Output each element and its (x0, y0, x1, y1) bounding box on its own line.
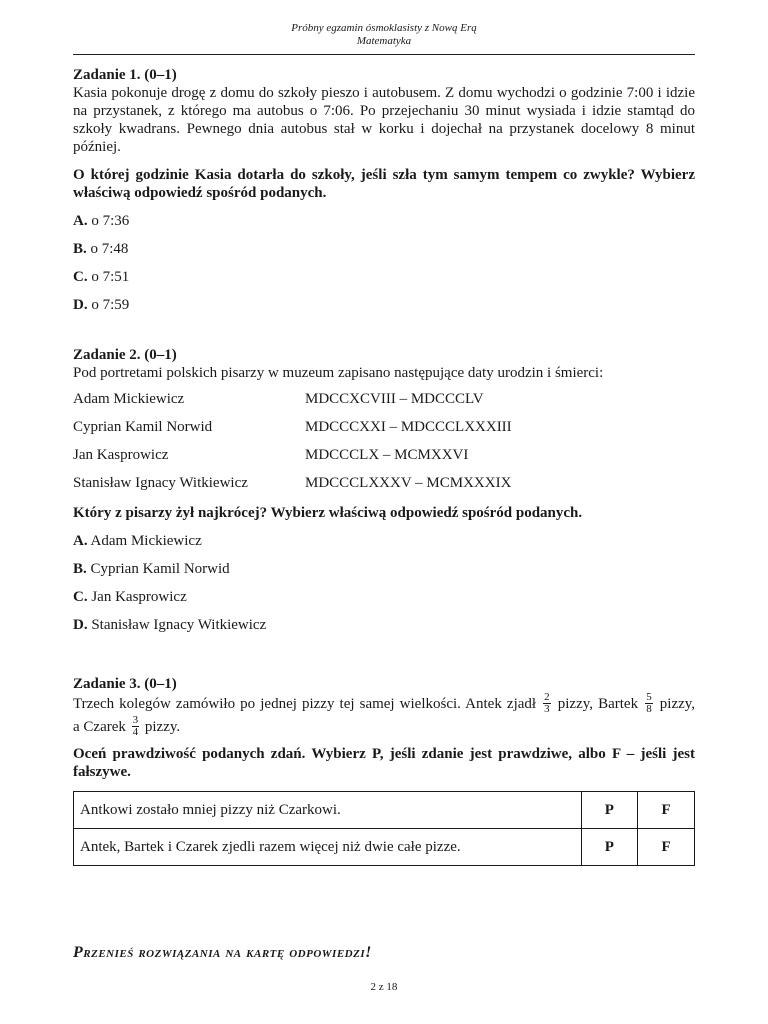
answer-text: o 7:59 (91, 297, 130, 313)
answer-text: o 7:36 (91, 213, 130, 229)
task-2-answers (73, 532, 695, 644)
fraction-three-quarters (132, 715, 140, 738)
body-text: a Czarek (73, 718, 126, 735)
writer-name: Cyprian Kamil Norwid (73, 419, 213, 435)
answer-option[interactable] (73, 588, 695, 616)
answer-letter: D. (73, 617, 88, 633)
writer-row (73, 390, 695, 418)
task-3-body-line1 (73, 693, 695, 716)
page-number: 2 z 18 (370, 981, 398, 993)
writer-name: Stanisław Ignacy Witkiewicz (73, 475, 248, 491)
answer-letter: A. (73, 533, 88, 549)
fraction-denominator: 3 (544, 703, 550, 715)
fraction-numerator: 5 (646, 691, 652, 703)
true-false-table (73, 791, 695, 866)
fraction-numerator: 3 (132, 714, 139, 726)
task-3-body-line2 (73, 716, 695, 739)
transfer-answers-note: Przenieś rozwiązania na kartę odpowiedzi! (73, 944, 372, 961)
body-text: pizzy, Bartek (557, 695, 639, 712)
answer-text: Jan Kasprowicz (91, 589, 187, 605)
writer-dates: MDCCXCVIII – MDCCCLV (305, 391, 484, 407)
table-row (74, 792, 695, 829)
task-2-question: Który z pisarzy żył najkrócej? Wybierz właściwą odpowiedź spośród podanych. (73, 505, 583, 521)
task-2-body: Pod portretami polskich pisarzy w muzeum zapisano następujące daty urodzin i śmierci: (73, 365, 604, 381)
fraction-two-thirds (543, 692, 551, 715)
writer-name: Jan Kasprowicz (73, 447, 169, 463)
answer-letter: D. (73, 297, 88, 313)
body-text: Trzech kolegów zamówiło po jednej pizzy tej samej wielkości. Antek zjadł (73, 695, 537, 712)
writer-row (73, 446, 695, 474)
answer-option[interactable] (73, 240, 695, 268)
writer-dates: MDCCCXXI – MDCCCLXXXIII (305, 419, 512, 435)
header-divider (73, 54, 695, 55)
statement-text: Antek, Bartek i Czarek zjedli razem więcej niż dwie całe pizze. (74, 829, 582, 866)
table-row (74, 829, 695, 866)
answer-letter: C. (73, 589, 88, 605)
option-p-button[interactable]: P (581, 829, 638, 866)
task-1-body: Kasia pokonuje drogę z domu do szkoły pieszo i autobusem. Z domu wychodzi o godzinie 7:00 i idzie na przystanek, z którego ma autobus o 7:06. Po przejechaniu 30 minut wysiada i idzie stamtąd do szkoły kwadrans. Pewnego dnia autobus stał w korku i dojechał na przystanek docelowy 8 minut później. (73, 85, 695, 155)
answer-option[interactable] (73, 532, 695, 560)
answer-letter: C. (73, 269, 88, 285)
task-1 (73, 66, 695, 324)
answer-letter: B. (73, 561, 87, 577)
answer-letter: B. (73, 241, 87, 257)
answer-letter: A. (73, 213, 88, 229)
header-exam-title: Próbny egzamin ósmoklasisty z Nową Erą (291, 22, 477, 34)
writer-dates: MDCCCLXXXV – MCMXXXIX (305, 475, 512, 491)
answer-text: Adam Mickiewicz (90, 533, 202, 549)
fraction-denominator: 4 (132, 726, 139, 738)
writer-dates: MDCCCLX – MCMXXVI (305, 447, 469, 463)
writer-row (73, 474, 695, 502)
answer-text: Cyprian Kamil Norwid (90, 561, 230, 577)
answer-text: o 7:48 (90, 241, 129, 257)
fraction-five-eighths (645, 692, 653, 715)
fraction-numerator: 2 (544, 691, 550, 703)
header-subject: Matematyka (356, 35, 412, 47)
fraction-denominator: 8 (646, 703, 652, 715)
task-2-title: Zadanie 2. (0–1) (73, 347, 177, 363)
option-f-button[interactable]: F (638, 792, 695, 829)
writer-row (73, 418, 695, 446)
answer-text: o 7:51 (91, 269, 130, 285)
task-1-question: O której godzinie Kasia dotarła do szkoły, jeśli szła tym samym tempem co zwykle? Wybierz właściwą odpowiedź spośród podanych. (73, 167, 695, 201)
answer-option[interactable] (73, 560, 695, 588)
task-3-question: Oceń prawdziwość podanych zdań. Wybierz P, jeśli zdanie jest prawdziwe, albo F – jeśli jest fałszywe. (73, 746, 695, 780)
answer-text: Stanisław Ignacy Witkiewicz (91, 617, 267, 633)
task-1-title: Zadanie 1. (0–1) (73, 67, 177, 83)
option-p-button[interactable]: P (581, 792, 638, 829)
statement-text: Antkowi zostało mniej pizzy niż Czarkowi. (74, 792, 582, 829)
answer-option[interactable] (73, 212, 695, 240)
body-text: pizzy, (659, 695, 696, 712)
page-header (0, 22, 768, 48)
option-f-button[interactable]: F (638, 829, 695, 866)
task-1-answers (73, 212, 695, 324)
task-2 (73, 346, 695, 644)
writer-name: Adam Mickiewicz (73, 391, 185, 407)
task-3 (73, 675, 695, 866)
task-3-title: Zadanie 3. (0–1) (73, 676, 177, 692)
answer-option[interactable] (73, 296, 695, 324)
answer-option[interactable] (73, 616, 695, 644)
body-text: pizzy. (144, 718, 181, 735)
answer-option[interactable] (73, 268, 695, 296)
writers-list (73, 390, 695, 502)
